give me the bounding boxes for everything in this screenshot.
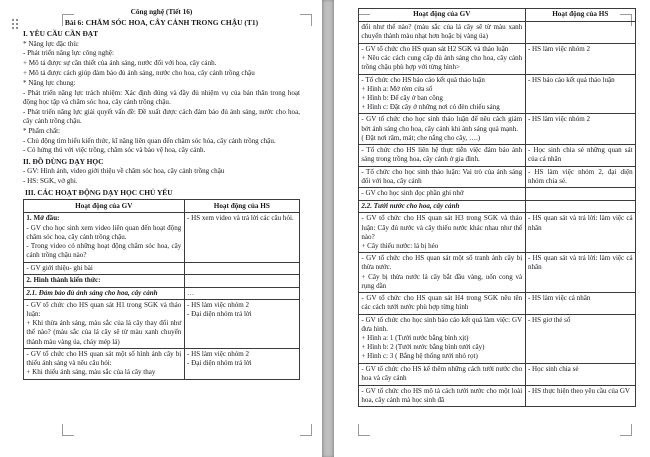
- cell-paragraph: + Cây bị thừa nước lá cây bắt đầu vàng, uốn cong và rụng dần: [361, 272, 523, 290]
- section-iii-heading: III. CÁC HOẠT ĐỘNG DẠY HỌC CHỦ YẾU: [25, 188, 173, 198]
- column-header-gv: Hoạt động của GV: [24, 200, 185, 213]
- cell-paragraph: - GV tổ chức cho HS quan sát một số tranh ảnh cây bị thừa nước.: [361, 254, 523, 272]
- table-row: [359, 314, 636, 363]
- cell-gv: [359, 253, 526, 293]
- cell-hs: [184, 275, 299, 288]
- cell-paragraph: - GV tổ chức cho HS kể thêm những cách tưới nước cho hoa và cây cảnh: [361, 364, 523, 383]
- section-i-heading: I. YÊU CẦU CẦN ĐẠT: [23, 29, 99, 39]
- column-header-gv: Hoạt động của GV: [359, 9, 526, 22]
- cell-paragraph: - GV tổ chức cho HS quan sát H2 SGK và thảo luận: [361, 44, 509, 53]
- cell-paragraph: - HS làm việc cá nhân: [527, 294, 591, 303]
- cell-gv: [359, 114, 526, 145]
- section-ii-line: - HS: SGK, vở ghi.: [23, 177, 78, 186]
- section-i-line: - Chủ động tìm hiểu kiến thức, kĩ năng liên quan đến chăm sóc hóa, cây cảnh trồng chậu.: [23, 136, 276, 145]
- table-row: [359, 385, 636, 407]
- cell-paragraph: + Hình b: Để cây ở ban công: [361, 93, 443, 102]
- cell-paragraph: - HS quan sát và trả lời: làm việc cá nhân: [527, 254, 633, 272]
- column-header-hs: Hoạt động của HS: [525, 9, 635, 22]
- cell-hs: [525, 166, 635, 188]
- page-left: [0, 0, 322, 457]
- cell-paragraph: + Hình c: 3 ( Bằng hệ thống tưới nhỏ rọt): [361, 352, 478, 361]
- activities-table-body-right: [359, 22, 636, 407]
- cell-gv: [24, 262, 185, 275]
- cell-paragraph: - GV tổ chức cho học sinh thảo luận để nêu cách giảm bớt ánh sáng cho hoa, cây cảnh khi ánh sáng quá mạnh.: [361, 115, 523, 133]
- section-i-line: - Phát triển năng lực công nghệ:: [23, 49, 114, 58]
- lesson-title: Bài 6: CHĂM SÓC HOA, CÂY CẢNH TRONG CHẬU (T1): [64, 17, 259, 27]
- cell-paragraph: 2.2. Tưới nước cho hoa, cây cảnh: [361, 201, 460, 210]
- crop-mark-top-right: [300, 14, 312, 26]
- section-i-line: - Phát triển năng lực trách nhiệm: Xác định đúng và đầy đủ nhiệm vụ của bản thân trong hoạt động học tập và chăm sóc hoa, cây cảnh trồng chậu.: [23, 88, 300, 106]
- cell-paragraph: - GV tổ chức cho HS quan sát H3 trong SGK và thảo luận: Cây đủ nước và cây thiếu nước khác nhau như thế nào?: [361, 214, 523, 241]
- cell-paragraph: - GV cho học sinh đọc phần ghi nhớ: [361, 189, 464, 198]
- cell-paragraph: đổi như thế nào? (màu sắc của lá cây sẽ từ màu xanh chuyển thành màu nhạt hơn hoặc bị vàng úa): [361, 23, 523, 41]
- cell-hs: [525, 114, 635, 145]
- cell-hs: [525, 314, 635, 363]
- cell-hs: [525, 293, 635, 315]
- section-i-body: [23, 40, 300, 156]
- section-ii-body: [23, 167, 300, 186]
- left-page-content: [23, 7, 300, 380]
- table-row: [359, 166, 636, 188]
- section-i-line: * Phẩm chất:: [23, 126, 61, 135]
- table-row: [359, 43, 636, 74]
- cell-hs: [525, 145, 635, 167]
- table-row: [24, 287, 300, 300]
- cell-gv: [24, 287, 185, 300]
- section-i-line: - Phát triển năng lực giải quyết vấn đề: Đề xuất được cách đảm bảo đủ ánh sáng, nước cho hoa, cây cảnh trồng chậu.: [23, 107, 300, 125]
- cell-hs: [525, 43, 635, 74]
- cell-gv: [24, 213, 185, 262]
- cell-paragraph: + Hình a: 1 (Tưới nước bằng bình xịt): [361, 334, 469, 343]
- cell-paragraph: - HS quan sát và trả lời: làm việc cá nhân: [527, 214, 633, 232]
- cell-gv: [359, 188, 526, 201]
- cell-gv: [359, 213, 526, 253]
- cell-paragraph: - GV tổ chức cho HS quan sát H1 trong SGK và thảo luận:: [26, 301, 182, 319]
- cell-paragraph: - HS xem video và trả lời các câu hỏi.: [187, 214, 294, 223]
- cell-paragraph: …: [187, 288, 196, 297]
- crop-mark-bottom-right: [300, 424, 312, 436]
- section-i-line: + Mô tả được sự cần thiết của ánh sáng, nước đối với hoa, cây cảnh.: [23, 59, 217, 68]
- cell-paragraph: ( Đặt nơi râm, mát; che nắng cho cây, ….): [361, 133, 481, 142]
- cell-hs: [525, 22, 635, 44]
- cell-paragraph: - Đại diện nhóm trả lời: [187, 310, 252, 319]
- cell-paragraph: - HS báo cáo kết quả thảo luận: [527, 75, 615, 84]
- activities-table-body-left: [24, 213, 300, 379]
- cell-paragraph: - HS làm việc nhóm 2: [187, 301, 250, 310]
- drag-grip-icon[interactable]: [12, 19, 19, 31]
- cell-hs: [525, 74, 635, 114]
- cell-hs: [525, 200, 635, 213]
- activities-table-right: [358, 8, 636, 407]
- table-row: [359, 22, 636, 44]
- cell-hs: [525, 253, 635, 293]
- cell-paragraph: + Hình b: 2 (Tưới nước bằng bình tưới cây): [361, 343, 485, 352]
- cell-paragraph: + Khi thừa ánh sáng, màu sắc của lá cây thay đổi như thế nào? (màu sắc của lá cây sẽ từ màu xanh chuyển thành màu vàng úa, cháy mép lá): [26, 319, 182, 346]
- table-row: [24, 349, 300, 380]
- cell-paragraph: - Đại diện nhóm trả lời: [187, 359, 252, 368]
- crop-mark-bottom-right: [620, 424, 632, 436]
- cell-hs: [184, 349, 299, 380]
- section-i-line: * Năng lực đặc thù:: [23, 39, 79, 48]
- cell-paragraph: + Hình c: Đặt cây ở những nơi có đèn chiếu sáng: [361, 102, 500, 111]
- document-title: Công nghệ (Tiết 16): [130, 7, 193, 16]
- cell-gv: [24, 275, 185, 288]
- cell-hs: [525, 213, 635, 253]
- cell-paragraph: + Khi thiếu ánh sáng, màu sắc của lá cây thay: [26, 368, 156, 377]
- table-row: [359, 363, 636, 385]
- activities-table-left: [23, 199, 300, 379]
- cell-paragraph: - HS giơ thẻ số: [527, 315, 571, 324]
- table-row: [24, 300, 300, 349]
- cell-paragraph: - HS làm việc nhóm 2: [527, 115, 590, 124]
- section-i-line: * Năng lực chung:: [23, 78, 76, 87]
- cell-hs: [184, 300, 299, 349]
- cell-paragraph: - Tổ chức cho HS báo cáo kết quả thảo luận: [361, 75, 485, 84]
- cell-paragraph: + Nêu các cách cung cấp đủ ánh sáng cho hoa, cây cảnh trồng chậu phù hợp với từng hình>: [361, 53, 523, 71]
- cell-paragraph: - GV tổ chức cho HS quan sát một số hình ảnh cây bị thiếu ánh sáng và nêu câu hỏi:: [26, 350, 182, 368]
- cell-gv: [359, 314, 526, 363]
- cell-gv: [359, 200, 526, 213]
- cell-paragraph: - HS làm việc nhóm 2: [527, 44, 590, 53]
- cell-paragraph: - Tổ chức cho HS liên hệ thực tiễn việc đảm bảo ánh sáng trong trồng hoa, cây cảnh ở gia đình.: [361, 146, 523, 164]
- cell-paragraph: - GV giới thiệu- ghi bài: [26, 263, 93, 272]
- crop-mark-bottom-left: [62, 424, 74, 436]
- cell-hs: [184, 213, 299, 262]
- cell-hs: [525, 385, 635, 407]
- cell-gv: [359, 293, 526, 315]
- table-row: [359, 200, 636, 213]
- cell-hs: [525, 188, 635, 201]
- section-ii-line: - GV: Hình ảnh, video giới thiệu về chăm sóc hoa, cây cảnh trồng chậu: [23, 167, 225, 176]
- table-header-row: [359, 9, 636, 22]
- column-header-hs: Hoạt động của HS: [184, 200, 299, 213]
- page-separator-gap: [322, 0, 334, 457]
- table-row: [359, 213, 636, 253]
- table-row: [24, 275, 300, 288]
- cell-paragraph: 1. Mở đầu:: [26, 214, 60, 223]
- cell-paragraph: - Tổ chức cho học sinh thảo luận: Vai trò của ánh sáng đối với hoa, cây cảnh: [361, 167, 523, 185]
- crop-mark-bottom-left: [358, 424, 370, 436]
- cell-gv: [359, 166, 526, 188]
- cell-gv: [359, 43, 526, 74]
- section-i-line: + Mô tả được cách giúp đảm bảo đủ ánh sáng, nước cho hoa, cây cảnh trồng chậu: [23, 69, 255, 78]
- cell-paragraph: - Học sinh chia sẻ những quan sát của cá nhân: [527, 146, 633, 164]
- cell-hs: [184, 287, 299, 300]
- right-page-content: [358, 7, 636, 407]
- cell-gv: [24, 300, 185, 349]
- cell-paragraph: - GV tổ chức cho HS mô tả cách tưới nước cho một loài hoa, cây cảnh mà học sinh đã: [361, 386, 523, 404]
- table-row: [24, 262, 300, 275]
- cell-gv: [359, 363, 526, 385]
- cell-gv: [359, 22, 526, 44]
- table-row: [24, 213, 300, 262]
- table-row: [359, 188, 636, 201]
- table-row: [359, 74, 636, 114]
- page-right: [334, 0, 650, 457]
- section-ii-heading: II. ĐỒ DÙNG DẠY HỌC: [23, 156, 104, 166]
- cell-paragraph: + Hình a: Mở rèm cửa sổ: [361, 84, 433, 93]
- cell-paragraph: - Trong video có những hoạt động chăm sóc hoa, cây cảnh trồng chậu nào?: [26, 241, 182, 259]
- cell-gv: [359, 74, 526, 114]
- cell-paragraph: - HS làm việc nhóm 2, đại diện nhóm chia sẻ.: [527, 167, 633, 185]
- table-row: [359, 145, 636, 167]
- cell-paragraph: - HS làm việc nhóm 2: [187, 350, 250, 359]
- cell-paragraph: - HS thực hiện theo yêu cầu của GV: [527, 386, 631, 395]
- cell-paragraph: - Học sinh chia sẻ: [527, 364, 579, 373]
- cell-paragraph: + Cây thiếu nước: lá bị héo: [361, 241, 439, 250]
- cell-hs: [184, 262, 299, 275]
- table-header-row: [24, 200, 300, 213]
- table-row: [359, 293, 636, 315]
- cell-gv: [359, 145, 526, 167]
- cell-gv: [359, 385, 526, 407]
- table-row: [359, 253, 636, 293]
- cell-paragraph: 2. Hình thành kiến thức:: [26, 276, 101, 285]
- cell-paragraph: 2.1. Đảm bảo đủ ánh sáng cho hoa, cây cảnh: [26, 288, 158, 297]
- section-i-line: - Có hứng thú với việc trồng, chăm sóc và bảo vệ hoa, cây cảnh.: [23, 146, 206, 155]
- cell-paragraph: - GV tổ chức cho học sinh báo cáo kết quả làm việc: GV đưa hình.: [361, 315, 523, 334]
- cell-gv: [24, 349, 185, 380]
- cell-hs: [525, 363, 635, 385]
- table-row: [359, 114, 636, 145]
- cell-paragraph: - GV cho học sinh xem video liên quan đến hoạt động chăm sóc hoa, cây cảnh trồng chậu.: [26, 223, 182, 241]
- cell-paragraph: - GV tổ chức cho HS quan sát H4 trong SGK nêu tên các cách tưới nước phù hợp từng hình: [361, 294, 523, 312]
